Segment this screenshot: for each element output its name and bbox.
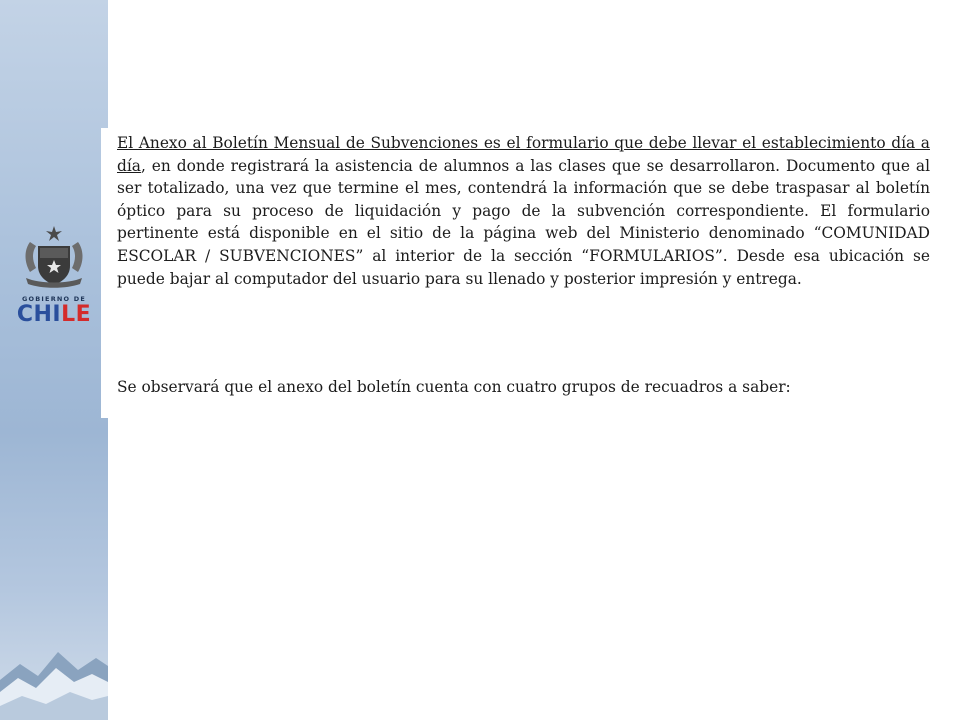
text-panel <box>101 128 937 418</box>
sidebar-decoration <box>0 0 108 720</box>
government-logo <box>6 222 102 334</box>
mountain-graphic <box>0 630 108 720</box>
logo-wordmark <box>6 302 102 328</box>
logo-wordmark-part2: LE <box>61 302 92 327</box>
paragraph-intro-body: , en donde registrará la asistencia de alumnos a las clases que se desarrollaron. Documento que al ser totalizado, una vez que termine el mes, contendrá la información que se debe traspasar al boletín óptico para su proceso de liquidación y pago de la subvención correspondiente. El formulario pertinente está disponible en el sitio de la página web del Ministerio denominado “COMUNIDAD ESCOLAR / SUBVENCIONES” al interior de la sección “FORMULARIOS”. Desde esa ubicación se puede bajar al computador del usuario para su llenado y posterior impresión y entrega. <box>117 156 930 288</box>
coat-of-arms-icon <box>16 222 92 292</box>
paragraph-intro <box>117 132 930 290</box>
underlined-lead: El Anexo al Boletín Mensual de Subvenciones es el formulario que debe llevar el establecimiento día a día <box>117 134 930 175</box>
paragraph-groups: Se observará que el anexo del boletín cuenta con cuatro grupos de recuadros a saber: <box>117 378 791 396</box>
logo-wordmark-part1: CHI <box>16 302 62 327</box>
logo-caption: GOBIERNO DE <box>22 295 86 303</box>
